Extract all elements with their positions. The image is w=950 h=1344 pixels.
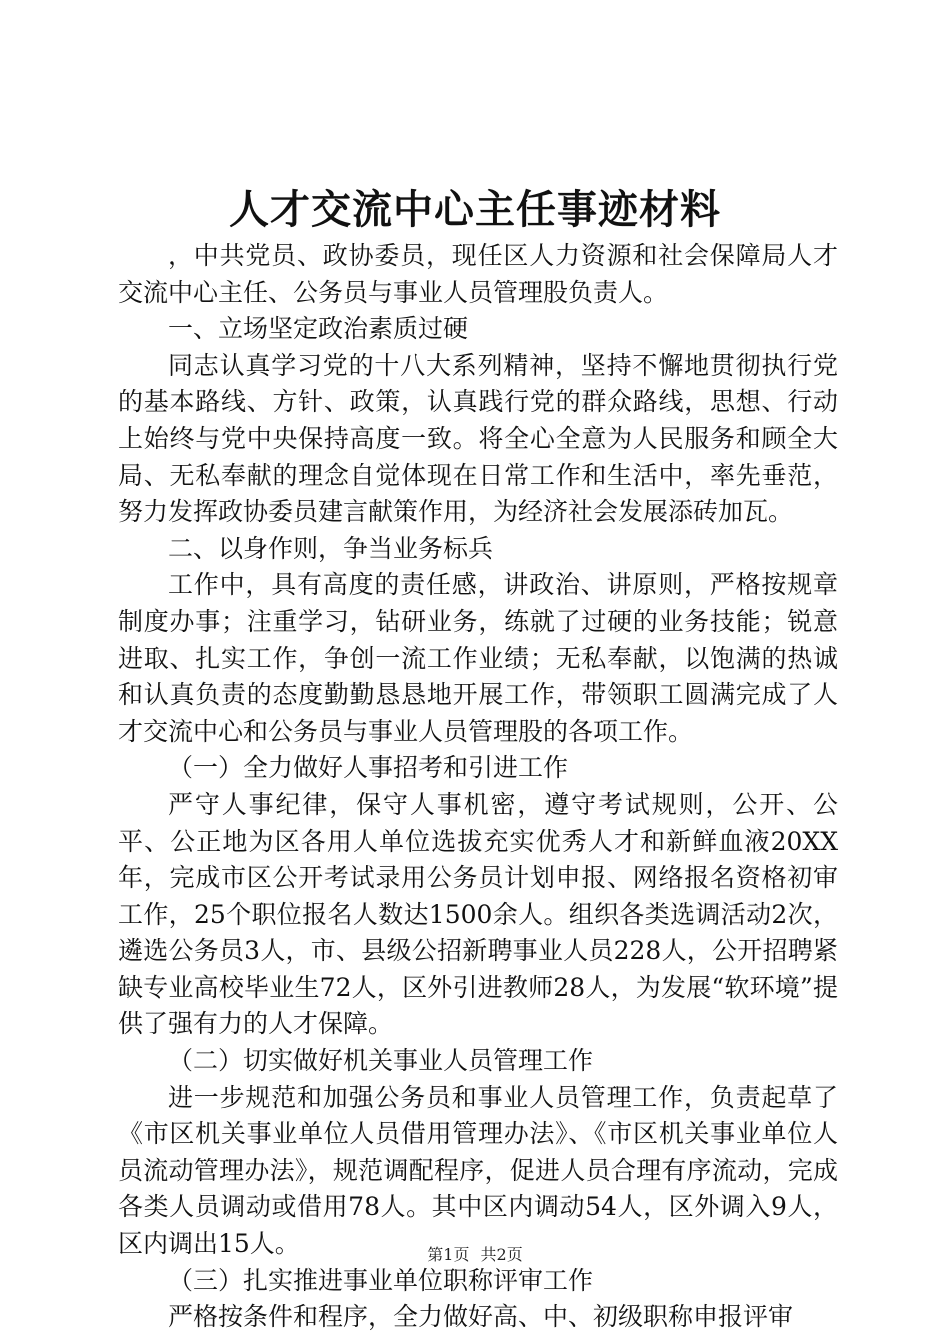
paragraph-section-2: 工作中，具有高度的责任感，讲政治、讲原则，严格按规章制度办事；注重学习，钻研业务，练就了过硬的业务技能；锐意进取、扎实工作，争创一流工作业绩；无私奉献，以饱满的热诚和认真负责的态度勤勤恳恳地开展工作，带领职工圆满完成了人才交流中心和公务员与事业人员管理股的各项工作。 [118, 570, 838, 746]
subsection-heading-1: （一）全力做好人事招考和引进工作 [168, 753, 569, 783]
paragraph-intro: ，中共党员、政协委员，现任区人力资源和社会保障局人才交流中心主任、公务员与事业人员管理股负责人。 [118, 241, 838, 307]
document-title: 人才交流中心主任事迹材料 [229, 186, 721, 233]
page-number-total: 共2页 [480, 1245, 523, 1264]
paragraph-subsection-3: 严格按条件和程序，全力做好高、中、初级职称申报评审 [168, 1302, 794, 1332]
section-heading-1: 一、立场坚定政治素质过硬 [168, 314, 469, 344]
section-heading-2: 二、以身作则，争当业务标兵 [168, 533, 494, 563]
page-footer [0, 1244, 950, 1266]
subsection-heading-3: （三）扎实推进事业单位职称评审工作 [168, 1265, 594, 1295]
paragraph-subsection-2: 进一步规范和加强公务员和事业人员管理工作，负责起草了《市区机关事业单位人员借用管理办法》、《市区机关事业单位人员流动管理办法》，规范调配程序，促进人员合理有序流动，完成各类人员调动或借用78人。其中区内调动54人，区外调入9人，区内调出15人。 [118, 1082, 838, 1259]
subsection-heading-2: （二）切实做好机关事业人员管理工作 [168, 1046, 594, 1076]
paragraph-subsection-1: 严守人事纪律，保守人事机密，遵守考试规则，公开、公平、公正地为区各用人单位选拔充实优秀人才和新鲜血液20XX年，完成市区公开考试录用公务员计划申报、网络报名资格初审工作，25个职位报名人数达1500余人。组织各类选调活动2次，遴选公务员3人，市、县级公招新聘事业人员228人，公开招聘紧缺专业高校毕业生72人，区外引进教师28人，为发展“软环境”提供了强有力的人才保障。 [118, 789, 838, 1039]
document-body [118, 238, 838, 1336]
page-number-current: 第1页 [427, 1245, 470, 1264]
paragraph-section-1: 同志认真学习党的十八大系列精神，坚持不懈地贯彻执行党的基本路线、方针、政策，认真践行党的群众路线，思想、行动上始终与党中央保持高度一致。将全心全意为人民服务和顾全大局、无私奉献的理念自觉体现在日常工作和生活中，率先垂范，努力发挥政协委员建言献策作用，为经济社会发展添砖加瓦。 [118, 350, 838, 527]
